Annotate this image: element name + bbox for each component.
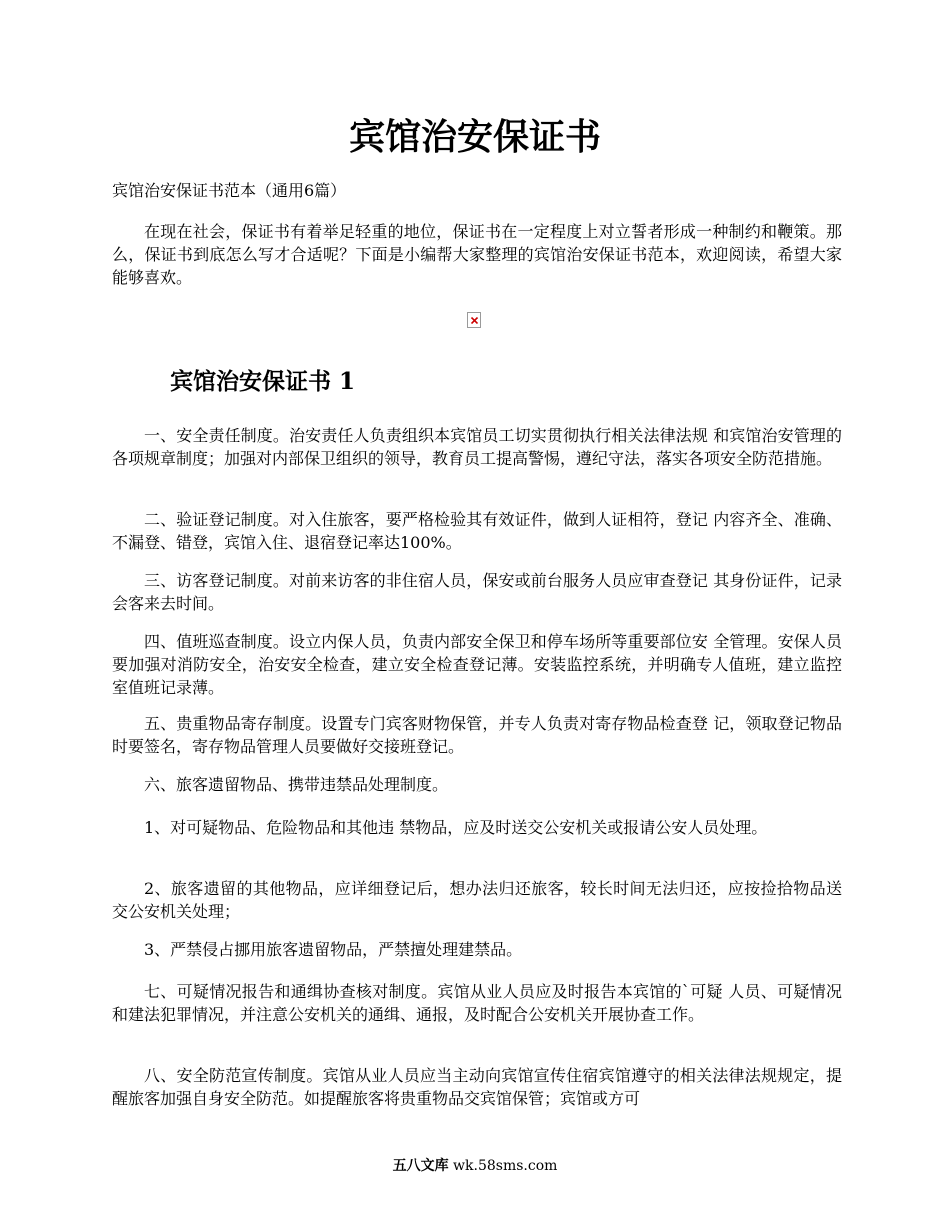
paragraph-item-3: 3、严禁侵占挪用旅客遗留物品，严禁擅处理建禁品。 bbox=[144, 940, 523, 959]
paragraph-suspicious-report: 七、可疑情况报告和通缉协查核对制度。宾馆从业人员应及时报告本宾馆的`可疑 人员、可疑情况和建法犯罪情况，并注意公安机关的通缉、通报，及时配合公安机关开展协查工作。 bbox=[112, 982, 842, 1024]
paragraph-safety-responsibility: 一、安全责任制度。治安责任人负责组织本宾馆员工切实贯彻执行相关法律法规 和宾馆治安管理的各项规章制度；加强对内部保卫组织的领导，教育员工提高警惕，遵纪守法，落实各项安全防范措施。 bbox=[112, 426, 842, 468]
intro-paragraph: 在现在社会，保证书有着举足轻重的地位，保证书在一定程度上对立誓者形成一种制约和鞭策。那么，保证书到底怎么写才合适呢？下面是小编帮大家整理的宾馆治安保证书范本，欢迎阅读，希望大家能够喜欢。 bbox=[112, 222, 842, 287]
document-title: 宾馆治安保证书 bbox=[348, 116, 601, 158]
paragraph-valuables: 五、贵重物品寄存制度。设置专门宾客财物保管，并专人负责对寄存物品检查登 记，领取登记物品时要签名，寄存物品管理人员要做好交接班登记。 bbox=[112, 714, 842, 756]
paragraph-visitor-registration: 三、访客登记制度。对前来访客的非住宿人员，保安或前台服务人员应审查登记 其身份证件，记录会客来去时间。 bbox=[112, 571, 842, 613]
paragraph-id-registration: 二、验证登记制度。对入住旅客，要严格检验其有效证件，做到人证相符，登记 内容齐全、准确、不漏登、错登，宾馆入住、退宿登记率达100%。 bbox=[112, 510, 842, 552]
paragraph-item-1: 1、对可疑物品、危险物品和其他违 禁物品，应及时送交公安机关或报请公安人员处理。 bbox=[144, 818, 768, 837]
footer-site[interactable]: wk.58sms.com bbox=[453, 1158, 558, 1174]
section-heading: 宾馆治安保证书 1 bbox=[170, 368, 356, 395]
page-footer bbox=[0, 1156, 950, 1176]
paragraph-safety-publicity: 八、安全防范宣传制度。宾馆从业人员应当主动向宾馆宣传住宿宾馆遵守的相关法律法规规定，提醒旅客加强自身安全防范。如提醒旅客将贵重物品交宾馆保管；宾馆或方可 bbox=[112, 1066, 842, 1108]
footer-brand: 五八文库 bbox=[392, 1158, 449, 1174]
paragraph-item-2: 2、旅客遗留的其他物品，应详细登记后，想办法归还旅客，较长时间无法归还，应按捡拾物品送交公安机关处理； bbox=[112, 879, 842, 921]
paragraph-patrol: 四、值班巡查制度。设立内保人员，负责内部安全保卫和停车场所等重要部位安 全管理。安保人员要加强对消防安全，治安安全检查，建立安全检查登记薄。安装监控系统，并明确专人值班，建立监控室值班记录薄。 bbox=[112, 632, 842, 697]
paragraph-lost-items: 六、旅客遗留物品、携带违禁品处理制度。 bbox=[144, 775, 449, 794]
broken-image-icon bbox=[467, 312, 481, 328]
document-subtitle: 宾馆治安保证书范本（通用6篇） bbox=[112, 181, 347, 200]
